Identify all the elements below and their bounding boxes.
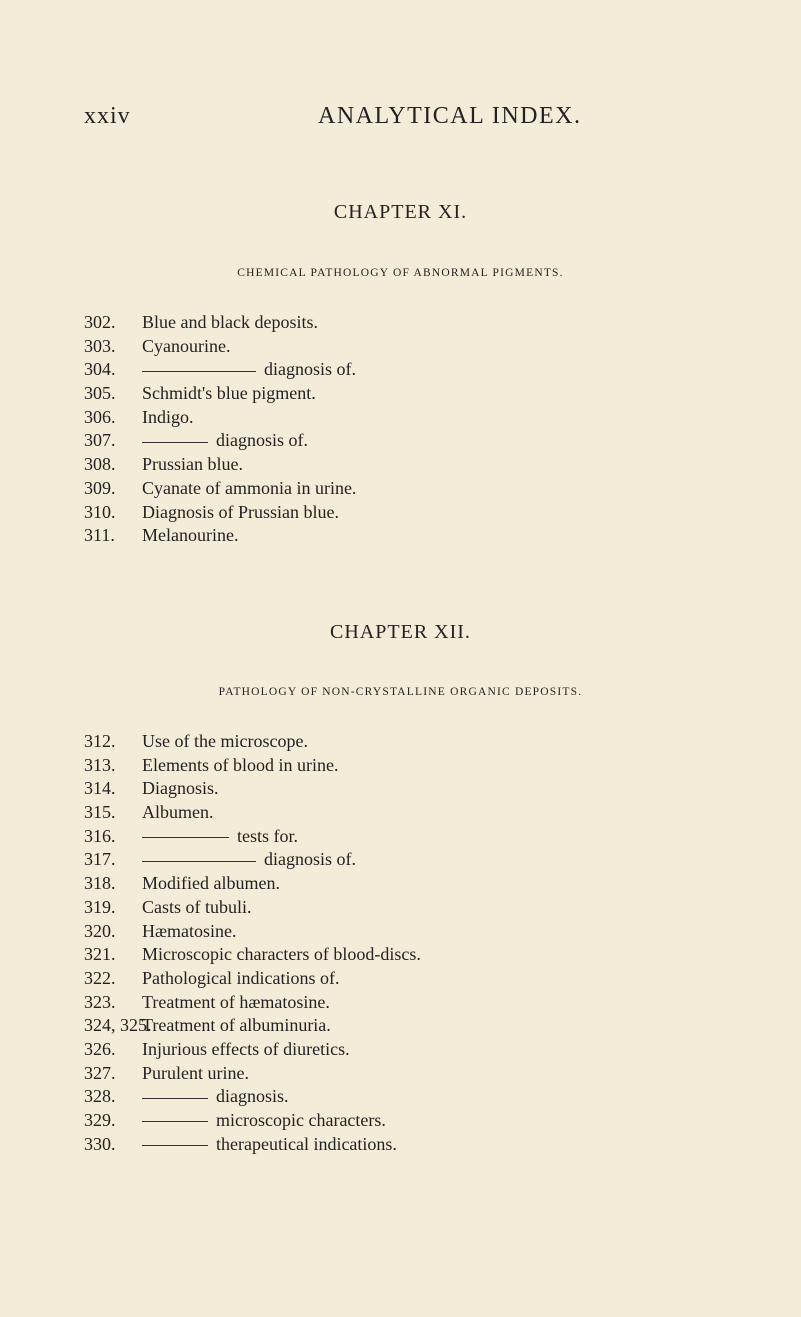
entry-number: 330. (84, 1133, 116, 1154)
index-entry (84, 1038, 421, 1062)
index-entry (84, 453, 356, 477)
running-title: ANALYTICAL INDEX. (318, 103, 582, 129)
entry-number: 315. (84, 802, 116, 823)
entry-text: Cyanourine. (142, 335, 231, 356)
entry-number: 328. (84, 1086, 116, 1107)
entry-text: Prussian blue. (142, 454, 243, 475)
page-number: xxiv (84, 103, 131, 129)
ditto-dash (142, 442, 208, 443)
entry-number: 324, 325. (84, 1015, 152, 1036)
entry-number: 312. (84, 731, 116, 751)
entry-text: tests for. (237, 825, 298, 846)
entry-text: Treatment of hæmatosine. (142, 991, 330, 1012)
entry-number: 323. (84, 991, 116, 1012)
index-entry (84, 943, 421, 967)
ditto-dash (142, 1145, 208, 1146)
entry-number: 309. (84, 477, 116, 498)
index-entry (84, 429, 356, 453)
entry-number: 317. (84, 849, 116, 870)
ditto-dash (142, 1098, 208, 1099)
entry-text: diagnosis of. (264, 849, 356, 870)
index-entry (84, 848, 421, 872)
index-entry (84, 991, 421, 1015)
index-entry (84, 1133, 421, 1157)
entry-text: Injurious effects of diuretics. (142, 1038, 350, 1059)
ditto-dash (142, 1121, 208, 1122)
entry-number: 318. (84, 873, 116, 894)
index-entry (84, 825, 421, 849)
index-entry (84, 872, 421, 896)
entry-number: 321. (84, 944, 116, 965)
chapter-title: CHAPTER XII. (330, 621, 471, 643)
entry-number: 316. (84, 825, 116, 846)
entry-text: Casts of tubuli. (142, 896, 252, 917)
index-entry (84, 730, 421, 754)
index-entry (84, 1085, 421, 1109)
entry-text: Blue and black deposits. (142, 312, 318, 332)
entry-number: 326. (84, 1038, 116, 1059)
entry-text: Indigo. (142, 406, 194, 427)
entry-text: diagnosis. (216, 1086, 289, 1107)
index-entry (84, 335, 356, 359)
chapter-title: CHAPTER XI. (333, 201, 468, 223)
index-entry (84, 920, 421, 944)
index-entry (84, 477, 356, 501)
entry-text: Cyanate of ammonia in urine. (142, 477, 357, 498)
index-entry (84, 1109, 421, 1133)
entry-text: Schmidt's blue pigment. (142, 383, 316, 404)
entry-number: 329. (84, 1110, 116, 1130)
entry-number: 310. (84, 501, 116, 522)
entry-number: 308. (84, 454, 116, 475)
index-entry (84, 406, 356, 430)
entry-text: Melanourine. (142, 525, 239, 546)
entry-text: Microscopic characters of blood-discs. (142, 944, 421, 965)
entry-text: Diagnosis. (142, 778, 219, 799)
entry-text: Purulent urine. (142, 1062, 249, 1083)
entry-number: 304. (84, 359, 116, 380)
ditto-dash (142, 371, 256, 372)
index-entry (84, 896, 421, 920)
entry-number: 320. (84, 920, 116, 941)
chapter-entry-list (84, 730, 421, 1156)
index-entry (84, 801, 421, 825)
entry-text: diagnosis of. (264, 359, 356, 380)
entry-text: Diagnosis of Prussian blue. (142, 501, 339, 522)
index-entry (84, 524, 356, 548)
entry-text: Elements of blood in urine. (142, 754, 339, 775)
entry-number: 314. (84, 778, 116, 799)
entry-text: therapeutical indications. (216, 1133, 397, 1154)
entry-text: Treatment of albuminuria. (142, 1015, 331, 1036)
index-entry (84, 501, 356, 525)
entry-text: diagnosis of. (216, 430, 308, 451)
index-entry (84, 1062, 421, 1086)
entry-number: 302. (84, 312, 116, 332)
entry-text: Albumen. (142, 802, 214, 823)
index-entry (84, 382, 356, 406)
entry-text: Modified albumen. (142, 873, 280, 894)
entry-number: 306. (84, 406, 116, 427)
chapter-subtitle: CHEMICAL PATHOLOGY OF ABNORMAL PIGMENTS. (237, 267, 564, 279)
index-entry (84, 358, 356, 382)
entry-text: Hæmatosine. (142, 920, 237, 941)
entry-number: 311. (84, 525, 115, 546)
index-entry (84, 1014, 421, 1038)
entry-text: microscopic characters. (216, 1110, 386, 1130)
ditto-dash (142, 861, 256, 862)
entry-number: 322. (84, 967, 116, 988)
index-entry (84, 777, 421, 801)
index-entry (84, 967, 421, 991)
entry-number: 319. (84, 896, 116, 917)
entry-text: Pathological indications of. (142, 967, 340, 988)
entry-number: 327. (84, 1062, 116, 1083)
entry-number: 307. (84, 430, 116, 451)
entry-text: Use of the microscope. (142, 731, 308, 751)
entry-number: 305. (84, 383, 116, 404)
ditto-dash (142, 837, 229, 838)
chapter-entry-list (84, 311, 356, 548)
running-head (0, 103, 801, 137)
index-entry (84, 754, 421, 778)
entry-number: 313. (84, 754, 116, 775)
chapter-subtitle: PATHOLOGY OF NON-CRYSTALLINE ORGANIC DEPOSITS. (218, 686, 583, 698)
index-entry (84, 311, 356, 335)
entry-number: 303. (84, 335, 116, 356)
